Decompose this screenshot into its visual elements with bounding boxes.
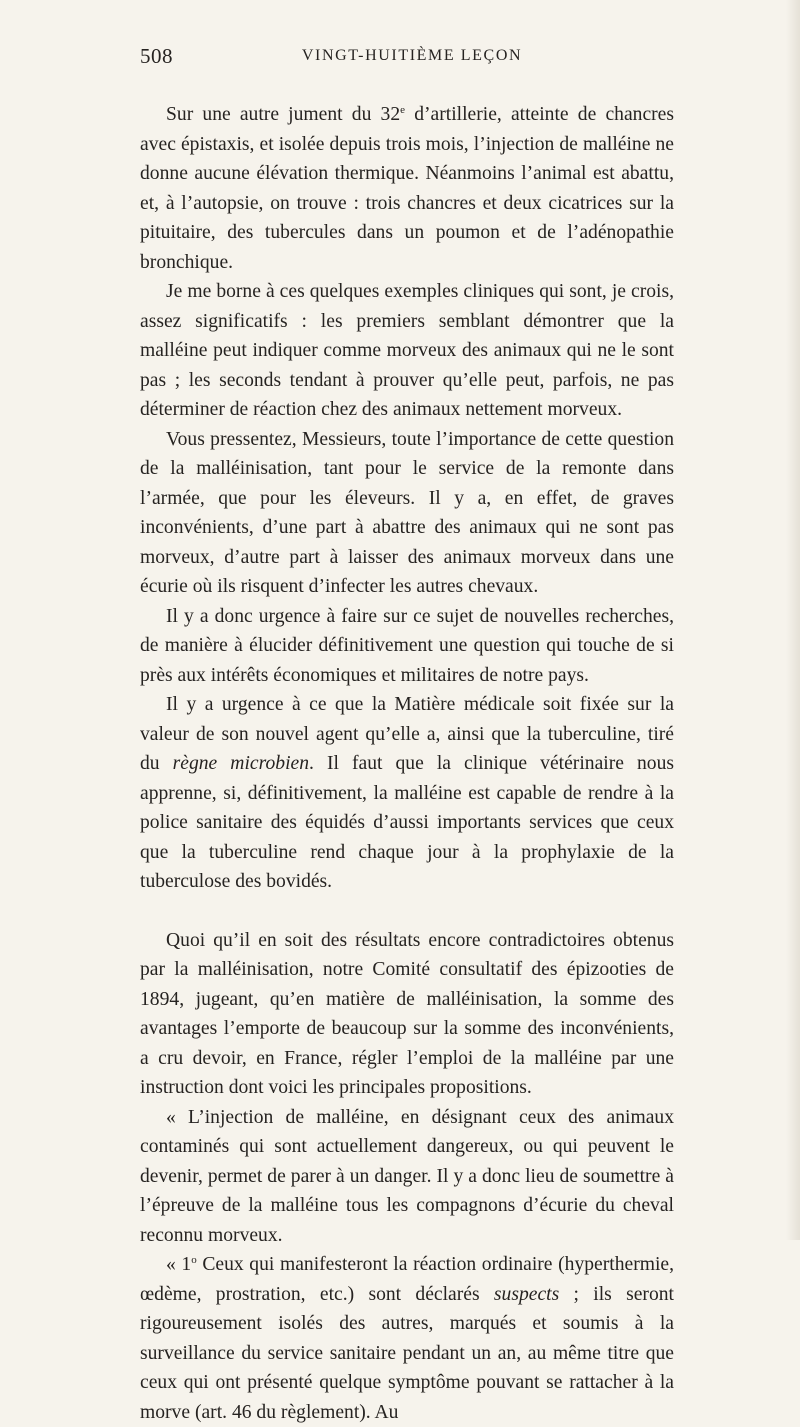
- paragraph-6: Quoi qu’il en soit des résultats encore contradictoires obtenus par la malléinisation, notre Comité consultatif des épizooties de 1894, jugeant, qu’en matière de malléinisation, la somme des avantages l’emporte de beaucoup sur la somme des inconvénients, a cru devoir, en France, régler l’emploi de la malléine par une instruction dont voici les principales propositions.: [140, 929, 674, 1098]
- page-number: 508: [140, 44, 173, 68]
- body-text: [140, 100, 674, 1427]
- paragraph-2: Je me borne à ces quelques exemples cliniques qui sont, je crois, assez significatifs : les premiers semblant démontrer que la malléine peut indiquer comme morveux des animaux qui ne le sont pas ; les seconds tendant à prouver qu’elle peut, parfois, ne pas déterminer de réaction chez des animaux nettement morveux.: [140, 281, 674, 420]
- paragraph-4: Il y a donc urgence à faire sur ce sujet de nouvelles recherches, de manière à élucider définitivement une question qui touche de si près aux intérêts économiques et militaires de notre pays.: [140, 605, 674, 686]
- paragraph-7: « L’injection de malléine, en désignant ceux des animaux contaminés qui sont actuellement dangereux, ou qui peuvent le devenir, permet de parer à un danger. Il y a donc lieu de soumettre à l’épreuve de la malléine tous les compagnons d’écurie du cheval reconnu morveux.: [140, 1106, 674, 1246]
- scan-edge-shadow: [786, 0, 800, 1240]
- paragraph-1: Sur une autre jument du 32e d’artillerie, atteinte de chancres avec épistaxis, et isolée depuis trois mois, l’injection de malléine ne donne aucune élévation thermique. Néanmoins l’animal est abattu, et, à l’autopsie, on trouve : trois chancres et deux cicatrices sur la pituitaire, des tubercules dans un poumon et de l’adénopathie bronchique.: [140, 104, 674, 273]
- running-title: VINGT-HUITIÈME LEÇON: [301, 47, 523, 64]
- italic-term: suspects: [493, 1283, 560, 1305]
- italic-term: règne microbien: [172, 753, 310, 774]
- page-header: [0, 44, 800, 84]
- paragraph-5: Il y a urgence à ce que la Matière médicale soit fixée sur la valeur de son nouvel agent qu’elle a, ainsi que la tuberculine, tiré du règne microbien. Il faut que la clinique vétérinaire nous apprenne, si, définitivement, la malléine est capable de rendre à la police sanitaire des équidés d’aussi importants services que ceux que la tuberculine rend chaque jour à la prophylaxie de la tuberculose des bovidés.: [140, 694, 674, 892]
- paragraph-3: Vous pressentez, Messieurs, toute l’importance de cette question de la malléinisation, tant pour le service de la remonte dans l’armée, que pour les éleveurs. Il y a, en effet, de graves inconvénients, d’une part à abattre des animaux qui ne sont pas morveux, d’autre part à laisser des animaux morveux dans une écurie où ils risquent d’infecter les autres chevaux.: [140, 428, 674, 597]
- paragraph-8: « 1$^o$ Ceux qui manifesteront la réaction ordinaire (hyperthermie, œdème, prostration, etc.) sont déclarés suspects ; ils seront rigoureusement isolés des autres, marqués et soumis à la surveillance du service sanitaire pendant un an, au même titre que ceux qui ont présenté quelque symptôme pouvant se rattacher à la morve (art. 46 du règlement). Au: [140, 1254, 674, 1423]
